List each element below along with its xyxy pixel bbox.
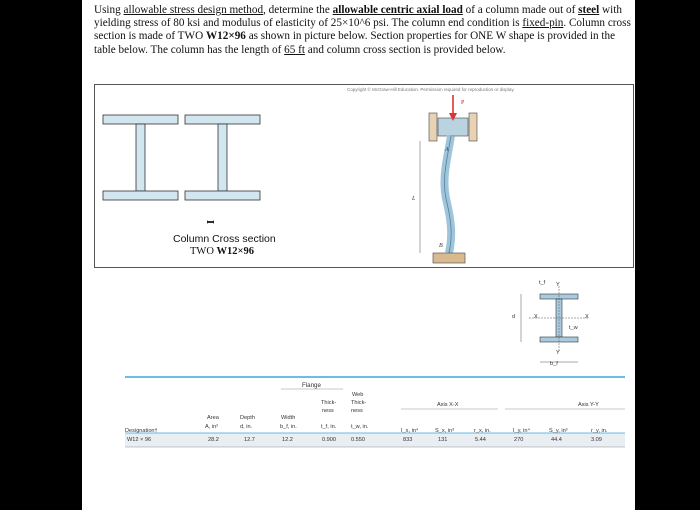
ix-header: I_x, in⁴ [401, 428, 419, 434]
row-area: 28.2 [208, 437, 219, 443]
caption-designation: W12×96 [216, 246, 255, 257]
flange-header: Flange [302, 382, 321, 389]
depth-header: Depth [240, 415, 255, 421]
text-segment: Using [94, 4, 124, 16]
right-w-section [185, 115, 260, 200]
row-sy: 44.4 [551, 437, 562, 443]
axis-yy-header: Axis Y-Y [578, 402, 599, 408]
copyright-line: Copyright © McGraw-Hill Education. Permission required for reproduction or display. [347, 87, 515, 92]
underlined-method: allowable stress design method [123, 4, 264, 16]
text-segment: and column cross section is provided below. [304, 43, 506, 56]
row-web-thickness: 0.550 [351, 437, 365, 443]
point-b-label: B [439, 243, 443, 249]
width-header: Width [281, 415, 296, 421]
row-rx: 5.44 [475, 437, 486, 443]
underlined-material: steel [578, 4, 600, 16]
row-width: 12.2 [282, 437, 293, 443]
length-label: L [412, 196, 416, 202]
designation-header: Designation† [125, 428, 158, 434]
w-shape-sketch [507, 282, 592, 372]
row-ry: 3.09 [591, 437, 602, 443]
caption-prefix: TWO [190, 246, 217, 257]
sy-header: S_y, in³ [549, 428, 568, 434]
text-segment: with yielding stress of 80 ksi and modulus of elasticity of 25×10^6 psi. The column end condition is [94, 4, 622, 30]
x-axis-left-label: X [534, 314, 538, 320]
figure-box [94, 84, 634, 268]
row-ix: 833 [403, 437, 413, 443]
text-segment: as shown in picture below. Section properties for ONE W shape is provided in the table below. The column has the length of [94, 30, 616, 56]
column-diagram [420, 95, 477, 263]
row-designation: W12 × 96 [127, 437, 152, 443]
area-header: Area [207, 415, 219, 421]
axis-xx-header: Axis X-X [437, 402, 459, 408]
y-axis-top-label: Y [556, 282, 560, 288]
y-axis-bottom-label: Y [556, 350, 560, 356]
caption-title: Column Cross section [173, 233, 276, 245]
ry-header: r_y, in. [591, 428, 608, 434]
section-properties-table [125, 375, 635, 475]
row-depth: 12.7 [244, 437, 255, 443]
document-page [82, 0, 635, 510]
flange-thickness-unit: t_f, in. [321, 424, 337, 430]
flange-thickness-line1: Thick- [321, 400, 337, 406]
depth-label: d [512, 314, 516, 320]
shape-designation: W12×96 [205, 30, 246, 43]
web-thickness-line2: ness [351, 408, 363, 414]
underlined-end-condition: fixed-pin [522, 17, 564, 30]
iy-header: I_y, in⁴ [513, 428, 530, 434]
underlined-length: 65 ft [284, 43, 305, 56]
sx-header: S_x, in³ [435, 428, 454, 434]
web-thickness-unit: t_w, in. [351, 424, 369, 430]
text-segment: , determine the [263, 4, 333, 16]
depth-unit: d, in. [240, 424, 253, 430]
row-flange-thickness: 0.900 [322, 437, 336, 443]
flange-width-label: b_f [550, 361, 558, 367]
point-a-label: A [445, 147, 449, 153]
load-label: P [461, 100, 465, 106]
problem-statement [94, 4, 634, 57]
row-sx: 131 [438, 437, 448, 443]
section-marker: I [204, 219, 217, 225]
rx-header: r_x, in. [474, 428, 491, 434]
caption-shape [190, 246, 254, 257]
x-axis-right-label: X [585, 314, 589, 320]
text-segment: of a column made out of [462, 4, 579, 16]
table-rules [125, 375, 635, 475]
row-iy: 270 [514, 437, 524, 443]
flange-thickness-line2: ness [322, 408, 334, 414]
pin-support [433, 253, 465, 263]
left-w-section [103, 115, 178, 200]
underlined-load: allowable centric axial load [332, 4, 463, 16]
web-header: Web [352, 392, 364, 398]
text-segment: . Column cross section is made of TWO [94, 17, 631, 43]
area-unit: A, in² [205, 424, 219, 430]
flange-thickness-label: t_f [539, 280, 546, 286]
web-thickness-label: t_w [569, 325, 578, 331]
width-unit: b_f, in. [280, 424, 297, 430]
web-thickness-line1: Thick- [351, 400, 367, 406]
